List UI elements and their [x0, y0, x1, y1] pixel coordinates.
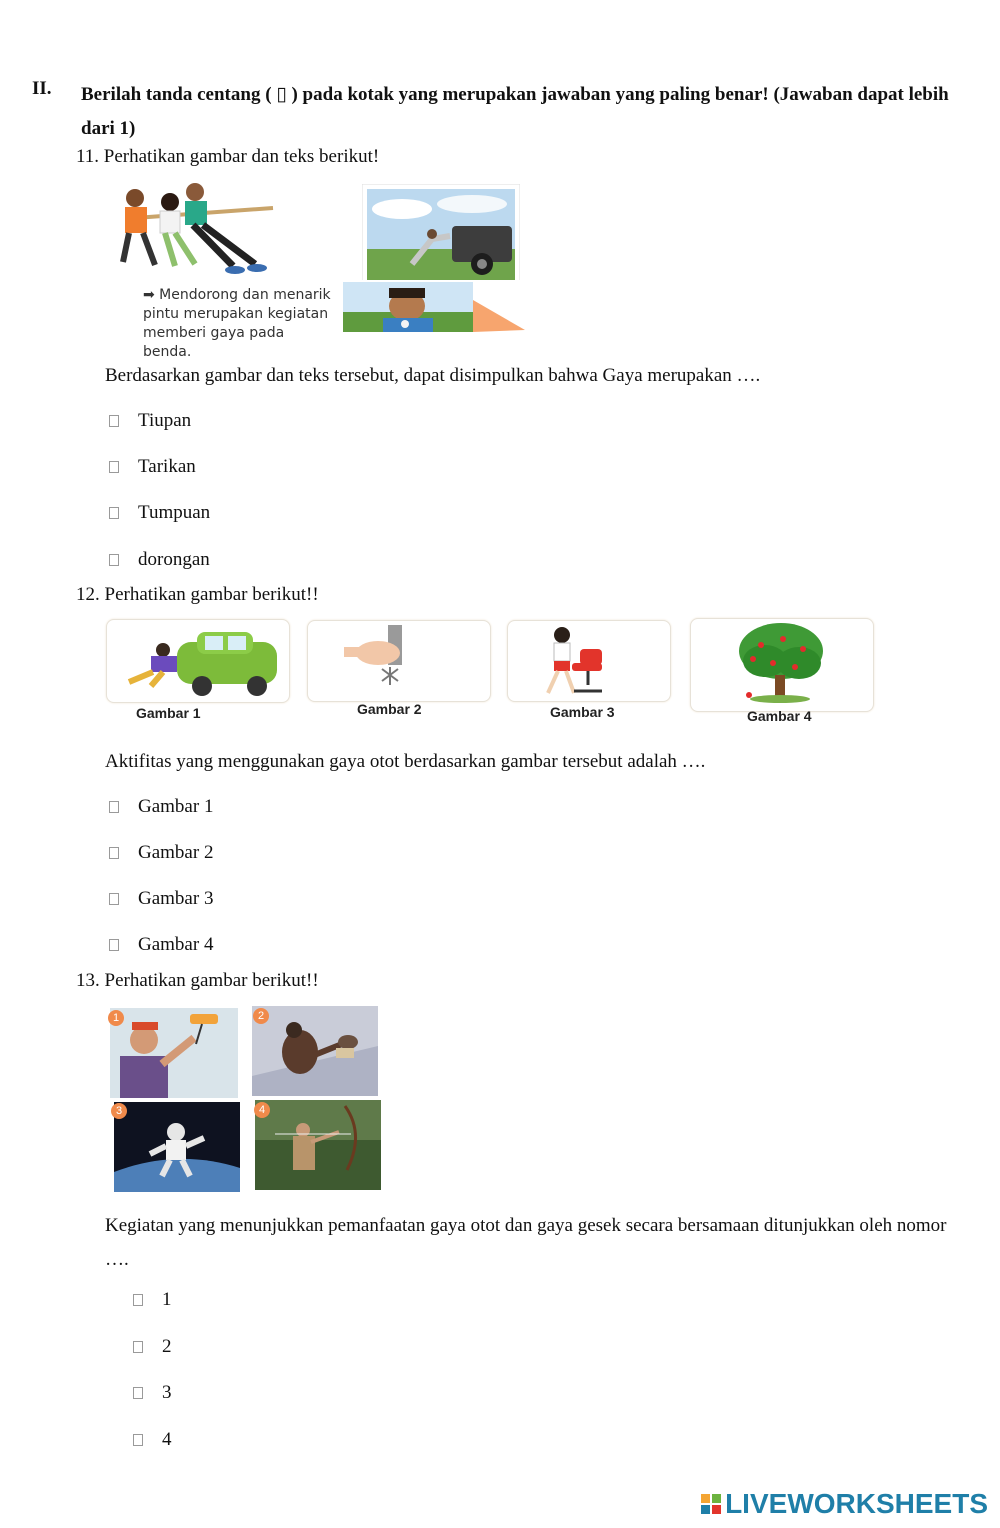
- question-number: 12.: [76, 584, 100, 605]
- section-number: II.: [32, 78, 52, 99]
- picture-caption: Gambar 3: [550, 704, 615, 720]
- option-row: [109, 408, 210, 434]
- astronaut-photo: [114, 1102, 240, 1192]
- question-prompt: Perhatikan gambar dan teks berikut!: [103, 146, 380, 167]
- option-label: Gambar 1: [138, 796, 214, 817]
- section-instruction: Berilah tanda centang ( ▯ ) pada kotak yang merupakan jawaban yang paling benar! (Jawaban dapat lebih dari 1): [81, 84, 949, 139]
- option-label: dorongan: [138, 549, 210, 570]
- push-car-illustration: [107, 620, 289, 702]
- picture-3-frame: [507, 620, 671, 702]
- picture-2-frame: [307, 620, 491, 702]
- picture-number-badge: 3: [111, 1103, 127, 1119]
- option-row: [109, 794, 213, 820]
- answer-checkbox[interactable]: [109, 893, 119, 905]
- push-car-photo: [362, 184, 520, 288]
- picture-number-badge: 1: [108, 1010, 124, 1026]
- hand-pressing-illustration: [308, 621, 490, 701]
- answer-checkbox[interactable]: [133, 1387, 143, 1399]
- option-label: 3: [162, 1382, 172, 1403]
- question-prompt: Perhatikan gambar berikut!!: [104, 970, 319, 991]
- tug-of-war-image: [115, 180, 275, 280]
- answer-checkbox[interactable]: [133, 1341, 143, 1353]
- answer-checkbox[interactable]: [109, 939, 119, 951]
- photo-caption: ➡ Mendorong dan menarik pintu merupakan kegiatan memberi gaya pada benda.: [143, 287, 331, 360]
- option-label: 4: [162, 1429, 172, 1450]
- option-label: 1: [162, 1289, 172, 1310]
- question-11-prompt: [76, 146, 379, 168]
- option-row: [109, 932, 213, 958]
- option-row: [109, 840, 213, 866]
- answer-checkbox[interactable]: [109, 415, 119, 427]
- answer-checkbox[interactable]: [109, 801, 119, 813]
- answer-checkbox[interactable]: [109, 847, 119, 859]
- picture-caption: Gambar 1: [136, 705, 201, 721]
- option-label: Gambar 2: [138, 842, 214, 863]
- option-row: [133, 1380, 172, 1406]
- question-11-options: [109, 408, 210, 573]
- answer-checkbox[interactable]: [133, 1294, 143, 1306]
- picture-4-frame: [690, 618, 874, 712]
- brand-name: LIVEWORKSHEETS: [725, 1488, 988, 1519]
- liveworksheets-logo: [701, 1488, 988, 1520]
- option-label: 2: [162, 1336, 172, 1357]
- option-row: [133, 1334, 172, 1360]
- option-label: Tiupan: [138, 410, 192, 431]
- answer-checkbox[interactable]: [109, 461, 119, 473]
- picture-caption: Gambar 2: [357, 701, 422, 717]
- push-chair-illustration: [508, 621, 670, 701]
- question-11-stem: Berdasarkan gambar dan teks tersebut, dapat disimpulkan bahwa Gaya merupakan ….: [105, 365, 761, 386]
- question-number: 11.: [76, 146, 100, 167]
- ice-sliding-photo: [252, 1006, 378, 1096]
- option-row: [109, 547, 210, 573]
- blow-photo: [339, 280, 525, 334]
- answer-checkbox[interactable]: [133, 1434, 143, 1446]
- question-prompt: Perhatikan gambar berikut!!: [104, 584, 319, 605]
- painting-wall-photo: [110, 1008, 238, 1098]
- option-row: [109, 886, 213, 912]
- option-row: [109, 454, 210, 480]
- picture-caption: Gambar 4: [747, 708, 812, 724]
- question-number: 13.: [76, 970, 100, 991]
- archery-photo: [255, 1100, 381, 1190]
- option-label: Gambar 4: [138, 934, 214, 955]
- question-13-options: [133, 1287, 172, 1453]
- apple-tree-illustration: [691, 619, 873, 711]
- option-row: [133, 1427, 172, 1453]
- question-12-prompt: [76, 584, 319, 606]
- picture-1-frame: [106, 619, 290, 703]
- option-label: Tumpuan: [138, 502, 211, 523]
- question-13-stem: Kegiatan yang menunjukkan pemanfaatan gaya otot dan gaya gesek secara bersamaan ditunjukkan oleh nomor ….: [105, 1215, 947, 1270]
- option-row: [109, 500, 210, 526]
- question-13-prompt: [76, 970, 319, 992]
- answer-checkbox[interactable]: [109, 507, 119, 519]
- answer-checkbox[interactable]: [109, 554, 119, 566]
- option-label: Gambar 3: [138, 888, 214, 909]
- option-label: Tarikan: [138, 456, 196, 477]
- question-12-options: [109, 794, 213, 958]
- brand-logo-icon: [701, 1494, 721, 1514]
- picture-number-badge: 4: [254, 1102, 270, 1118]
- picture-number-badge: 2: [253, 1008, 269, 1024]
- question-12-stem: Aktifitas yang menggunakan gaya otot berdasarkan gambar tersebut adalah ….: [105, 751, 706, 772]
- option-row: [133, 1287, 172, 1313]
